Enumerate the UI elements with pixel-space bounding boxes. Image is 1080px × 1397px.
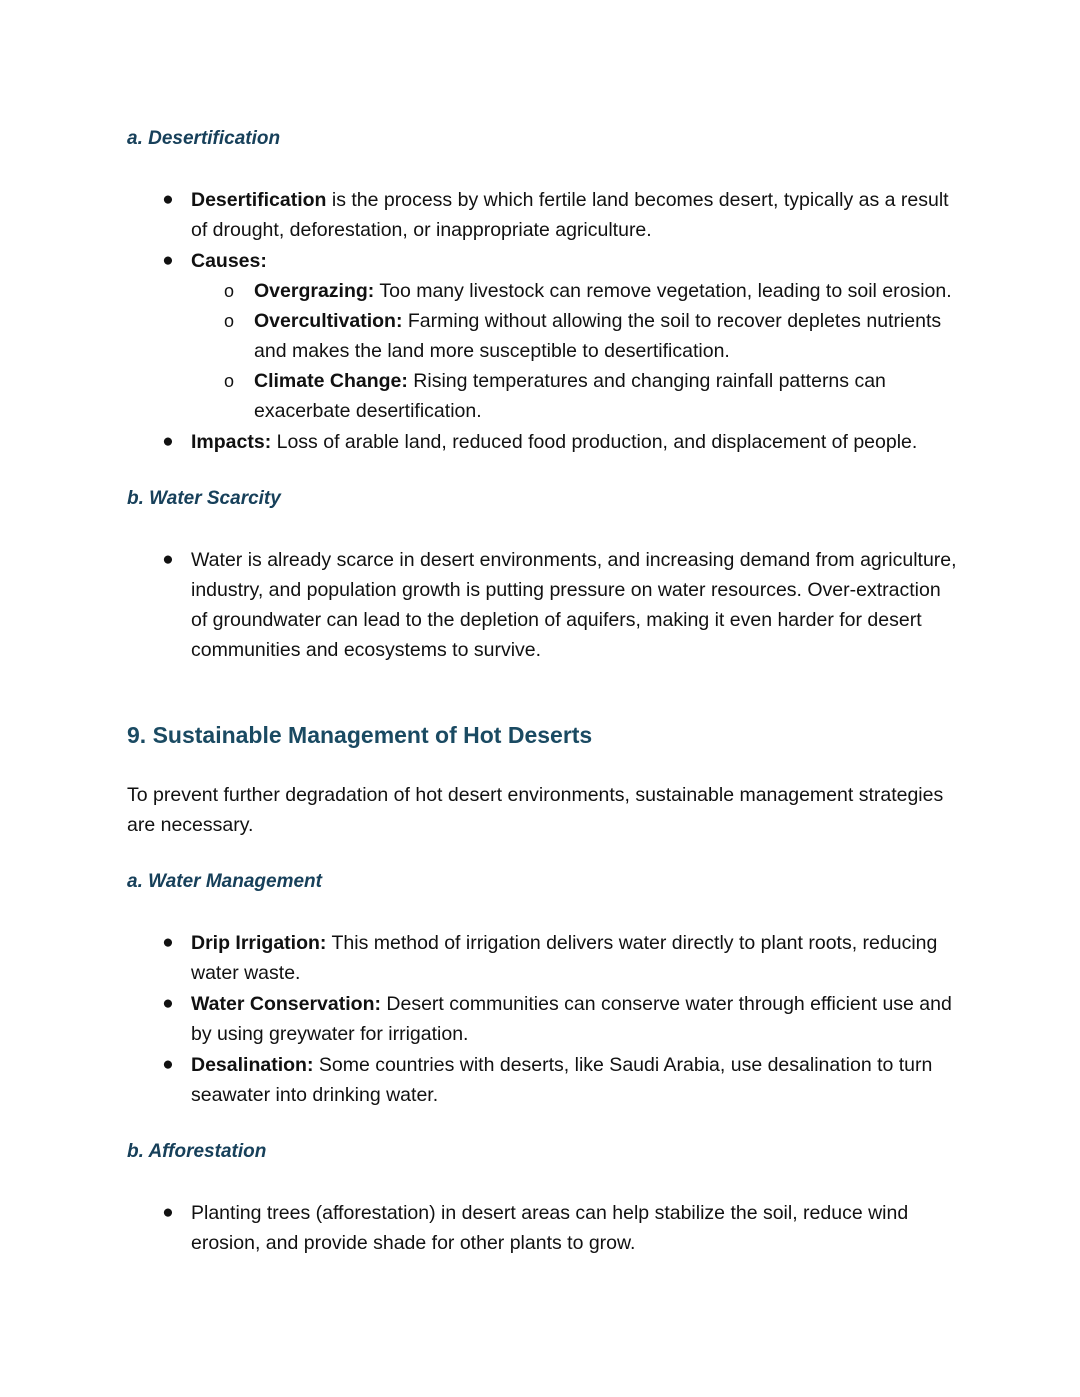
bullet-icon: ●: [162, 1054, 174, 1075]
definition-text: is the process by which fertile land becomes desert, typically as a result of drought, deforestation, or inappropriate agriculture.: [191, 189, 949, 241]
cause-text: Too many livestock can remove vegetation, leading to soil erosion.: [374, 280, 952, 302]
term-overgrazing: Overgrazing:: [254, 280, 375, 302]
bullet-icon: ●: [162, 1202, 174, 1223]
bullet-icon: ●: [162, 932, 174, 953]
bullet-icon: ●: [162, 431, 174, 452]
list-item-water-scarcity: [162, 545, 961, 665]
bullet-icon: ●: [162, 993, 174, 1014]
bullet-icon: ●: [162, 250, 174, 271]
list-item-definition: [162, 185, 961, 245]
cause-text: Farming without allowing the soil to recover depletes nutrients and makes the land more susceptible to desertification.: [254, 310, 942, 362]
item-text: Some countries with deserts, like Saudi Arabia, use desalination to turn seawater into drinking water.: [191, 1054, 933, 1106]
term-impacts: Impacts:: [191, 431, 272, 453]
term-drip-irrigation: Drip Irrigation:: [191, 932, 327, 954]
hollow-bullet-icon: o: [223, 281, 234, 301]
water-scarcity-text: Water is already scarce in desert environments, and increasing demand from agriculture, industry, and population growth is putting pressure on water resources. Over-extraction of groundwater can lead to the depletion of aquifers, making it even harder for desert communities and ecosystems to survive.: [191, 549, 957, 661]
term-desalination: Desalination:: [191, 1054, 314, 1076]
section-intro: To prevent further degradation of hot desert environments, sustainable management strategies are necessary.: [127, 784, 944, 836]
sub-list-item-overcultivation: [223, 306, 964, 366]
section-heading: 9. Sustainable Management of Hot Deserts: [127, 722, 593, 748]
causes-label: Causes:: [191, 250, 267, 272]
term-water-conservation: Water Conservation:: [191, 993, 381, 1015]
sub-list-item-climate-change: [223, 366, 964, 426]
item-text: Desert communities can conserve water through efficient use and by using greywater for irrigation.: [191, 993, 952, 1045]
sub-list-item-overgrazing: [223, 276, 964, 306]
subheading-afforestation: b. Afforestation: [127, 1141, 267, 1162]
bullet-icon: ●: [162, 549, 174, 570]
bullet-icon: ●: [162, 189, 174, 210]
list-item-impacts: [162, 427, 961, 457]
term-climate-change: Climate Change:: [254, 370, 408, 392]
impacts-text: Loss of arable land, reduced food production, and displacement of people.: [271, 431, 918, 453]
subheading-water-scarcity: b. Water Scarcity: [127, 488, 281, 509]
subheading-water-management: a. Water Management: [127, 871, 322, 892]
subheading-desertification: a. Desertification: [127, 128, 281, 149]
hollow-bullet-icon: o: [223, 371, 234, 391]
list-item-desalination: [162, 1050, 961, 1110]
cause-text: Rising temperatures and changing rainfall patterns can exacerbate desertification.: [254, 370, 886, 422]
list-item-water-conservation: [162, 989, 961, 1049]
list-item-afforestation: [162, 1198, 961, 1258]
list-item-drip-irrigation: [162, 928, 961, 988]
term-desertification: Desertification: [191, 189, 327, 211]
afforestation-text: Planting trees (afforestation) in desert areas can help stabilize the soil, reduce wind erosion, and provide shade for other plants to grow.: [191, 1202, 909, 1254]
hollow-bullet-icon: o: [223, 311, 234, 331]
list-item-causes: [162, 246, 961, 276]
item-text: This method of irrigation delivers water directly to plant roots, reducing water waste.: [191, 932, 938, 984]
term-overcultivation: Overcultivation:: [254, 310, 403, 332]
